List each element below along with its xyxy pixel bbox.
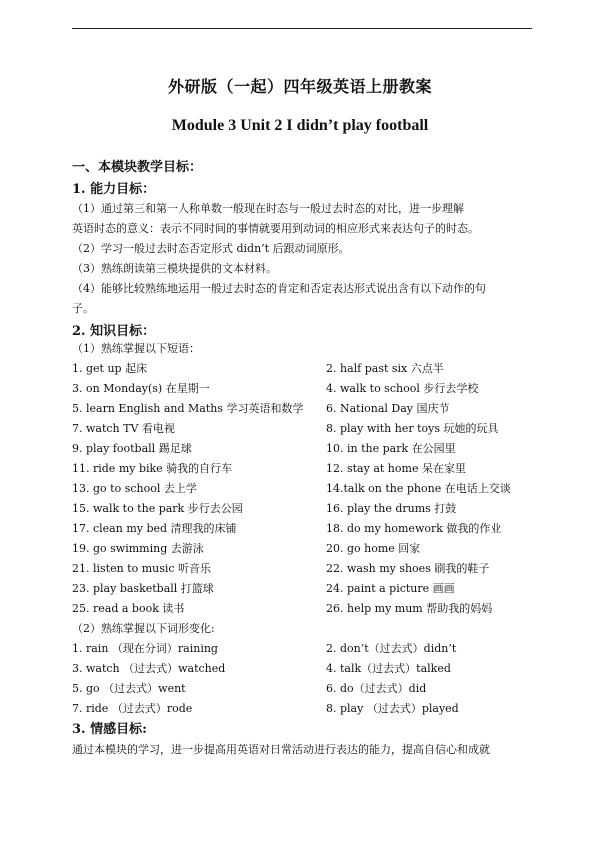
section-heading-objectives: 一、本模块教学目标： bbox=[72, 160, 203, 175]
phrase-row-item: 2. half past six 六点半 bbox=[326, 362, 444, 375]
phrase-row-item: 15. walk to the park 步行去公园 bbox=[72, 502, 243, 515]
phrase-row-item: 4. walk to school 步行去学校 bbox=[326, 382, 479, 395]
phrase-row bbox=[72, 539, 534, 559]
word-form-row-item: 3. watch （过去式）watched bbox=[72, 662, 226, 675]
phrase-row bbox=[72, 559, 534, 579]
phrase-row bbox=[72, 479, 534, 499]
phrase-row-item: 25. read a book 读书 bbox=[72, 602, 185, 615]
phrase-row-item: 20. go home 回家 bbox=[326, 542, 421, 555]
document-subtitle: Module 3 Unit 2 I didn’t play football bbox=[171, 117, 429, 134]
phrase-row-item: 1. get up 起床 bbox=[72, 362, 148, 375]
ability-paragraph-1-line-1: （1）通过第三和第一人称单数一般现在时态与一般过去时态的对比，进一步理解 bbox=[72, 202, 464, 215]
word-form-row bbox=[72, 679, 534, 699]
phrase-row-item: 7. watch TV 看电视 bbox=[72, 422, 175, 435]
phrase-row-item: 17. clean my bed 清理我的床铺 bbox=[72, 522, 237, 535]
document-title: 外研版（一起）四年级英语上册教案 bbox=[167, 77, 432, 96]
phrase-row-item: 12. stay at home 呆在家里 bbox=[326, 462, 466, 475]
phrase-row-item: 8. play with her toys 玩她的玩具 bbox=[326, 422, 499, 435]
phrase-row-item: 9. play football 踢足球 bbox=[72, 442, 192, 455]
phrase-row-item: 26. help my mum 帮助我的妈妈 bbox=[326, 602, 493, 615]
phrase-row bbox=[72, 439, 534, 459]
heading-knowledge: 2. 知识目标： bbox=[72, 324, 156, 339]
phrase-row-item: 6. National Day 国庆节 bbox=[326, 402, 450, 415]
phrase-row-item: 16. play the drums 打鼓 bbox=[326, 502, 457, 515]
phrase-row-item: 11. ride my bike 骑我的自行车 bbox=[72, 462, 233, 475]
phrase-row-item: 14.talk on the phone 在电话上交谈 bbox=[326, 482, 511, 495]
phrase-row-item: 24. paint a picture 画画 bbox=[326, 582, 455, 595]
phrase-row bbox=[72, 459, 534, 479]
phrase-row-item: 18. do my homework 做我的作业 bbox=[326, 522, 502, 535]
word-form-row-item: 6. do（过去式）did bbox=[326, 682, 427, 695]
ability-paragraph-4-line-1: （4）能够比较熟练地运用一般过去时态的肯定和否定表达形式说出含有以下动作的句 bbox=[72, 282, 486, 295]
phrase-row bbox=[72, 579, 534, 599]
phrase-row bbox=[72, 599, 534, 619]
phrase-row-item: 22. wash my shoes 刷我的鞋子 bbox=[326, 562, 490, 575]
header-rule bbox=[72, 28, 532, 29]
phrase-row-item: 5. learn English and Maths 学习英语和数学 bbox=[72, 402, 304, 415]
word-form-row bbox=[72, 699, 534, 719]
phrase-row bbox=[72, 379, 534, 399]
phrase-row-item: 19. go swimming 去游泳 bbox=[72, 542, 204, 555]
ability-paragraph-2: （2）学习一般过去时态否定形式 didn’t 后跟动词原形。 bbox=[72, 242, 350, 255]
forms-intro: （2）熟练掌握以下词形变化: bbox=[72, 622, 215, 635]
phrase-row bbox=[72, 399, 534, 419]
phrase-row bbox=[72, 519, 534, 539]
word-form-row-item: 8. play （过去式）played bbox=[326, 702, 459, 715]
ability-paragraph-1-line-2: 英语时态的意义：表示不同时间的事情就要用到动词的相应形式来表达句子的时态。 bbox=[72, 222, 479, 235]
word-form-row bbox=[72, 659, 534, 679]
word-forms-list bbox=[72, 639, 534, 719]
word-form-row-item: 2. don’t（过去式）didn’t bbox=[326, 642, 457, 655]
phrase-row bbox=[72, 359, 534, 379]
phrase-row-item: 10. in the park 在公园里 bbox=[326, 442, 456, 455]
ability-paragraph-4-line-2: 子。 bbox=[72, 302, 94, 315]
word-form-row-item: 4. talk（过去式）talked bbox=[326, 662, 451, 675]
phrase-row-item: 13. go to school 去上学 bbox=[72, 482, 197, 495]
phrase-row bbox=[72, 499, 534, 519]
heading-emotion: 3. 情感目标: bbox=[72, 722, 147, 737]
phrases-list bbox=[72, 359, 534, 619]
word-form-row bbox=[72, 639, 534, 659]
phrase-row-item: 21. listen to music 听音乐 bbox=[72, 562, 212, 575]
word-form-row-item: 5. go （过去式）went bbox=[72, 682, 186, 695]
phrase-row-item: 23. play basketball 打篮球 bbox=[72, 582, 214, 595]
phrase-row bbox=[72, 419, 534, 439]
phrases-intro: （1）熟练掌握以下短语： bbox=[72, 342, 200, 355]
word-form-row-item: 7. ride （过去式）rode bbox=[72, 702, 193, 715]
emotion-paragraph-1: 通过本模块的学习，进一步提高用英语对日常活动进行表达的能力，提高自信心和成就 bbox=[72, 743, 490, 756]
word-form-row-item: 1. rain （现在分词）raining bbox=[72, 642, 218, 655]
heading-ability: 1. 能力目标： bbox=[72, 182, 156, 197]
phrase-row-item: 3. on Monday(s) 在星期一 bbox=[72, 382, 210, 395]
ability-paragraph-3: （3）熟练朗读第三模块提供的文本材料。 bbox=[72, 262, 277, 275]
